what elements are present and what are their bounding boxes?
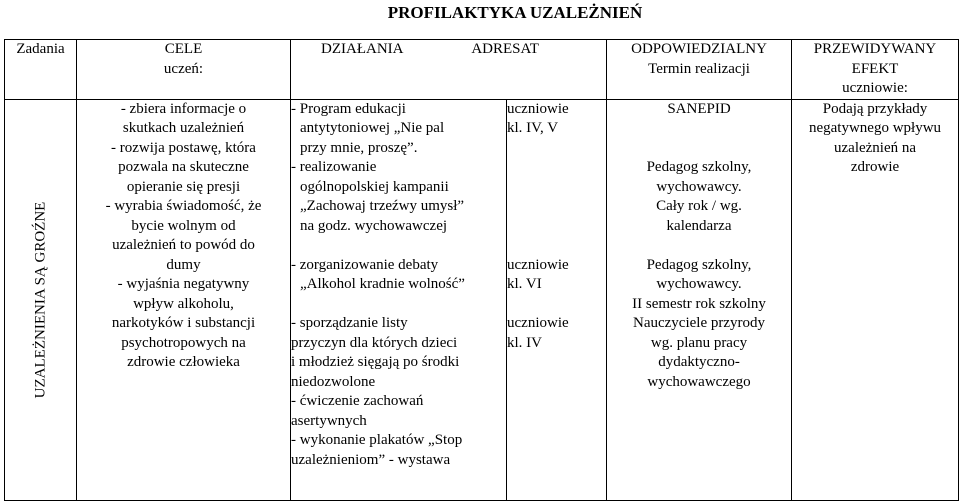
addressee-line: kl. VI (507, 276, 542, 292)
goals-cell (77, 99, 291, 501)
header-responsible-label: ODPOWIEDZIALNY (631, 41, 767, 57)
goal-line: pozwala na skuteczne (118, 159, 249, 175)
responsible-line: wychowawcy. (656, 178, 742, 195)
header-effect-label-3: uczniowie: (842, 80, 908, 96)
responsible-line: wychowawczego (647, 373, 751, 390)
goal-line: - zbiera informacje o (120, 100, 247, 117)
action-line: - ćwiczenie zachowań (291, 393, 424, 409)
header-goals (77, 40, 291, 100)
action-line: na godz. wychowawczej (300, 217, 448, 234)
header-responsible (607, 40, 792, 100)
goal-line: psychotropowych na (121, 334, 246, 351)
responsible-line: SANEPID (667, 100, 731, 117)
responsible-line: Pedagog szkolny, (646, 159, 752, 175)
header-deadline-label: Termin realizacji (648, 60, 750, 77)
action-line: - realizowanie (291, 159, 377, 175)
header-effect-label-2: EFEKT (851, 60, 899, 77)
header-goals-sublabel: uczeń: (163, 60, 204, 77)
responsible-line: dydaktyczno- (658, 354, 740, 370)
action-line: antytytoniowej „Nie pal (300, 120, 445, 136)
goal-line: wpływ alkoholu, (133, 295, 234, 312)
action-line: ogólnopolskiej kampanii (300, 178, 449, 195)
action-line: - wykonanie plakatów „Stop (291, 432, 463, 448)
action-line: asertywnych (291, 412, 367, 429)
effect-line: Podają przykłady (822, 100, 928, 117)
header-effect (792, 40, 959, 100)
action-line: - Program edukacji (291, 100, 406, 117)
header-effect-label-1: PRZEWIDYWANY (813, 41, 937, 57)
content-row (5, 99, 959, 501)
action-line: niedozwolone (291, 373, 376, 390)
addressee-line: uczniowie (507, 100, 569, 117)
responsible-line: kalendarza (666, 217, 732, 234)
task-cell (5, 99, 77, 501)
action-line: „Zachowaj trzeźwy umysł” (300, 198, 465, 214)
effect-line: negatywnego wpływu (808, 120, 942, 136)
header-tasks (5, 40, 77, 100)
goal-line: - rozwija postawę, która (111, 139, 256, 156)
responsible-line: wg. planu pracy (650, 334, 748, 351)
action-line: uzależnieniom” - wystawa (291, 451, 451, 468)
addressee-line: kl. IV (507, 334, 542, 351)
header-actions-addressee (291, 40, 607, 100)
action-line: „Alkohol kradnie wolność” (300, 276, 465, 292)
header-addressee-label: ADRESAT (471, 41, 539, 57)
action-line: i młodzież sięgają po środki (291, 354, 460, 370)
addressee-line: uczniowie (507, 315, 569, 331)
actions-cell (291, 99, 507, 501)
prevention-table (4, 39, 959, 501)
responsible-line: Nauczyciele przyrody (633, 315, 766, 331)
action-line: przy mnie, proszę”. (300, 139, 418, 156)
responsible-line: II semestr rok szkolny (632, 295, 766, 312)
action-line: - zorganizowanie debaty (291, 256, 439, 273)
action-line: przyczyn dla których dzieci (291, 334, 458, 351)
header-tasks-label: Zadania (16, 41, 65, 57)
goal-line: dumy (166, 256, 201, 273)
goal-line: zdrowie człowieka (127, 354, 240, 370)
addressee-line: kl. IV, V (507, 120, 559, 136)
header-actions-label: DZIAŁANIA (321, 41, 403, 57)
goal-line: - wyjaśnia negatywny (117, 276, 250, 292)
responsible-line: Pedagog szkolny, (646, 256, 752, 273)
goal-line: opieranie się presji (126, 178, 241, 195)
goal-line: uzależnień to powód do (112, 237, 255, 253)
effect-line: zdrowie (850, 159, 900, 175)
header-goals-label: CELE (164, 41, 203, 57)
goal-line: narkotyków i substancji (111, 315, 256, 331)
goal-line: bycie wolnym od (131, 217, 236, 234)
responsible-line: wychowawcy. (656, 276, 742, 292)
goal-line: skutkach uzależnień (122, 120, 245, 136)
header-row (5, 40, 959, 100)
responsible-line: Cały rok / wg. (656, 198, 742, 214)
task-label: UZALEŻNIENIA SĄ GROŹNE (31, 201, 48, 399)
responsible-cell (607, 99, 792, 501)
effect-line: uzależnień na (834, 139, 917, 156)
goal-line: - wyrabia świadomość, że (105, 198, 262, 214)
page-title: PROFILAKTYKA UZALEŻNIEŃ (387, 3, 643, 22)
addressee-cell (507, 99, 607, 501)
effect-cell (792, 99, 959, 501)
action-line: - sporządzanie listy (291, 315, 408, 331)
addressee-line: uczniowie (507, 256, 569, 273)
